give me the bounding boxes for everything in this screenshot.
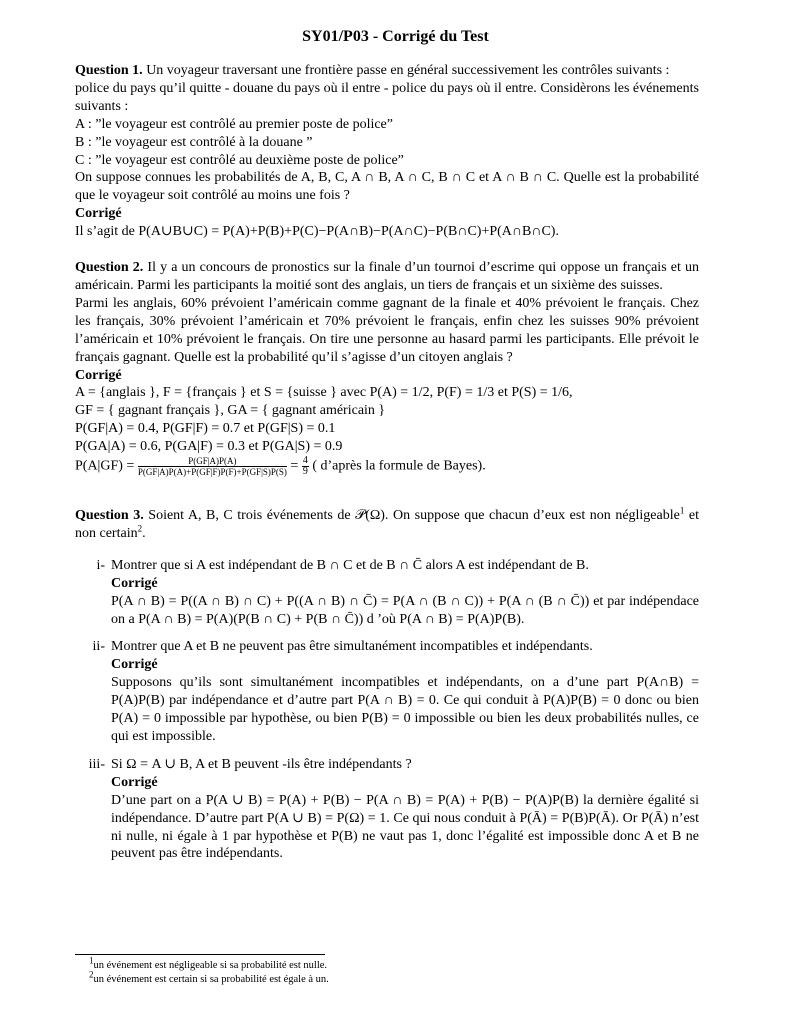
bayes-note: ( d’après la formule de Bayes). (312, 458, 486, 474)
q3-text-b: et non certain (75, 508, 699, 541)
bayes-numerator: P(GF|A)P(A) (138, 456, 287, 467)
footnote-divider (75, 954, 325, 955)
q3-text-a: Soient A, B, C trois événements de 𝒫(Ω). On suppose que chacun d’eux est non négligeable (148, 508, 680, 524)
item-corrige-label: Corrigé (111, 657, 158, 673)
bayes-fraction (138, 456, 287, 477)
item-question: Si Ω = A ∪ B, A et B peuvent -ils être indépendants ? (111, 756, 412, 772)
q2-line1: A = {anglais }, F = {français } et S = {suisse } avec P(A) = 1/2, P(F) = 1/3 et P(S) = 1/6, (75, 385, 573, 401)
item-answer: P(A ∩ B) = P((A ∩ B) ∩ C) + P((A ∩ B) ∩ C̄) = P(A ∩ (B ∩ C)) + P(A ∩ (B ∩ C̄)) et par indépendace on a P(A ∩ B) = P(A)(P(B ∩ C) + P(B ∩ C̄)) d ’où P(A ∩ B) = P(A)P(B). (111, 593, 699, 627)
result-fraction (302, 456, 309, 477)
q2-text: Il y a un concours de pronostics sur la finale d’un tournoi d’escrime qui oppose un français et un américain. Parmi les participants la moitié sont des anglais, un tiers de français et un sixième des suisses. (75, 260, 699, 293)
footnote-text: un événement est négligeable si sa probabilité est nulle. (93, 960, 328, 971)
q2-line4: P(GA|A) = 0.6, P(GA|F) = 0.3 et P(GA|S) = 0.9 (75, 439, 343, 455)
question-3 (75, 507, 699, 863)
footnote-text: un événement est certain si sa probabilité est égale à un. (93, 974, 329, 985)
q1-line2: police du pays qu’il quitte - douane du pays où il entre - police du pays où il entre. Considèrons les événements suivants : (75, 80, 699, 114)
q1-corrige-label: Corrigé (75, 206, 122, 222)
result-numerator: 4 (302, 455, 308, 467)
bayes-equals: = (290, 458, 299, 474)
item-label: ii- (92, 639, 105, 655)
q3-item-ii (75, 638, 699, 745)
item-answer: Supposons qu’ils sont simultanément incompatibles et indépendants, on a d’une part P(A∩B) = P(A)P(B) par indépendance et d’autre part P(A ∩ B) = 0. Ce qui conduit à P(A)P(B) = 0 donc ou bien P(A) = 0 impossible par hypothèse, ou bien P(B) = 0 impossible ou bien les deux probabilités nulles, ce qui est impossible. (111, 675, 699, 744)
footnote-mark: 1 (89, 955, 94, 966)
footnote-mark: 2 (89, 969, 94, 980)
question-2 (75, 259, 699, 477)
q3-item-i (75, 557, 699, 629)
q2-statement (75, 259, 699, 295)
q3-label: Question 3. (75, 508, 144, 524)
q1-event-b: B : ”le voyageur est contrôlé à la douane ” (75, 134, 313, 150)
item-corrige-label: Corrigé (111, 774, 158, 790)
item-question: Montrer que si A est indépendant de B ∩ C et de B ∩ C̄ alors A est indépendant de B. (111, 557, 589, 573)
q2-bayes-line (75, 456, 699, 477)
item-label: iii- (88, 756, 105, 772)
footnote-1 (75, 955, 699, 973)
q1-statement (75, 62, 699, 80)
q3-text-c: . (142, 525, 146, 541)
q3-statement (75, 507, 699, 543)
footnote-ref-1[interactable]: 1 (679, 505, 685, 516)
q1-question: On suppose connues les probabilités de A, B, C, A ∩ B, A ∩ C, B ∩ C et A ∩ B ∩ C. Quelle est la probabilité que le voyageur soit contrôlé au moins une fois ? (75, 170, 699, 204)
q1-event-a: A : ”le voyageur est contrôlé au premier poste de police” (75, 116, 393, 132)
bayes-lhs: P(A|GF) = (75, 458, 135, 474)
bayes-denominator: P(GF|A)P(A)+P(GF|F)P(F)+P(GF|S)P(S) (137, 467, 287, 478)
document-body (75, 62, 699, 873)
item-corrige-label: Corrigé (111, 575, 158, 591)
q2-label: Question 2. (75, 260, 144, 276)
item-question: Montrer que A et B ne peuvent pas être simultanément incompatibles et indépendants. (111, 639, 593, 655)
q1-label: Question 1. (75, 63, 143, 78)
q2-para2: Parmi les anglais, 60% prévoient l’américain comme gagnant de la finale et 40% prévoient le français. Chez les français, 30% prévoient l’américain et 70% prévoient le français, enfin chez les suisses 90% prévoient l’américain et 10% prévoient le français. On tire une personne au hasard parmi les participants. Elle prévoit le français gagnant. Quelle est la probabilité qu’il s’agisse d’un citoyen anglais ? (75, 295, 699, 365)
result-denominator: 9 (302, 466, 308, 478)
q1-event-c: C : ”le voyageur est contrôlé au deuxième poste de police” (75, 152, 404, 168)
item-label: i- (96, 557, 105, 573)
q2-line2: GF = { gagnant français }, GA = { gagnant américain } (75, 403, 386, 419)
footnote-2 (75, 969, 699, 987)
page-title: SY01/P03 - Corrigé du Test (302, 28, 489, 45)
q3-item-iii (75, 756, 699, 863)
q2-line3: P(GF|A) = 0.4, P(GF|F) = 0.7 et P(GF|S) = 0.1 (75, 421, 336, 437)
footnotes (75, 954, 699, 987)
footnote-ref-2[interactable]: 2 (137, 523, 143, 534)
item-answer: D’une part on a P(A ∪ B) = P(A) + P(B) − P(A ∩ B) = P(A) + P(B) − P(A)P(B) la dernière égalité si indépendance. D’autre part P(A ∪ B) = P(Ω) = 1. Ce qui nous conduit à P(Ā) = P(B)P(Ā). Or P(Ā) n’est ni nulle, ni égale à 1 par hypothèse et P(B) ne vaut pas 1, donc l’égalité est impossible donc A et B ne peuvent pas être indépendants. (111, 792, 699, 862)
q2-corrige-label: Corrigé (75, 367, 122, 383)
q1-answer: Il s’agit de P(A∪B∪C) = P(A)+P(B)+P(C)−P(A∩B)−P(A∩C)−P(B∩C)+P(A∩B∩C). (75, 224, 559, 240)
q1-text: Un voyageur traversant une frontière passe en général successivement les contrôles suivants : (146, 63, 670, 78)
question-1 (75, 62, 699, 241)
